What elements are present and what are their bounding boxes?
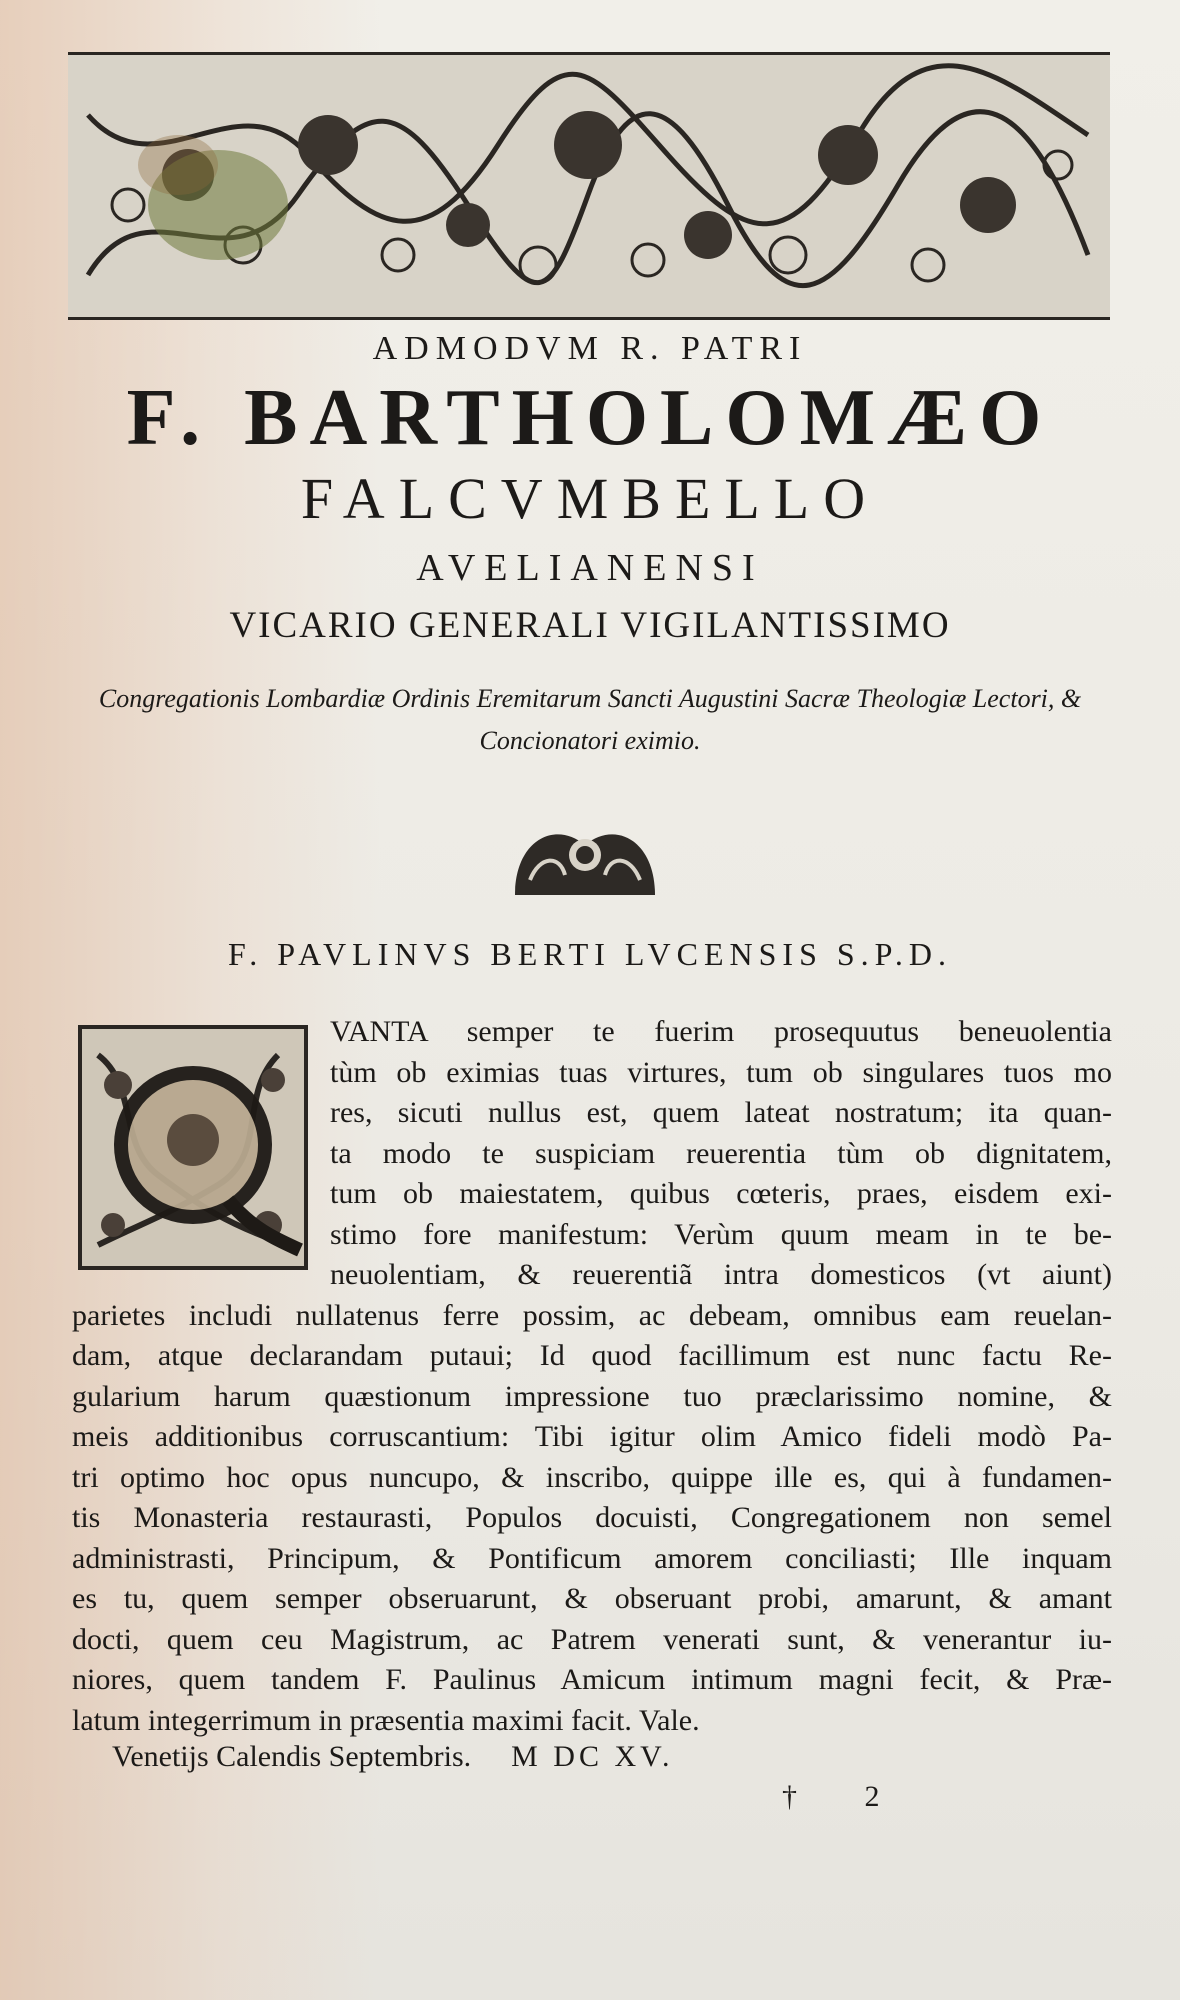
body-line: tri optimo hoc opus nuncupo, & inscribo, quippe ille es, qui à fundamen- xyxy=(72,1460,1112,1494)
body-line: latum integerrimum in præsentia maximi facit. Vale. xyxy=(72,1703,700,1737)
body-line: parietes includi nullatenus ferre possim, ac debeam, omnibus eam reuelan- xyxy=(72,1298,1112,1332)
body-line: meis additionibus corruscantium: Tibi igitur olim Amico fideli modò Pa- xyxy=(72,1420,1112,1453)
body-line: stimo fore manifestum: Verùm quum meam in te be- xyxy=(330,1217,1112,1251)
body-line: tum ob maiestatem, quibus cœteris, praes, eisdem exi- xyxy=(330,1177,1112,1210)
body-line: VANTA semper te fuerim prosequutus beneuolentia xyxy=(330,1015,1112,1048)
dedicatee-description: Congregationis Lombardiæ Ordinis Eremitarum Sancti Augustini Sacræ Theologiæ Lectori, & Concionatori eximio. xyxy=(98,684,1082,755)
headpiece-woodcut xyxy=(68,55,1110,317)
date-year: M DC XV. xyxy=(511,1740,674,1773)
body-line: neuolentiam, & reuerentiã intra domesticos (vt aiunt) xyxy=(330,1258,1112,1291)
signature-mark: † 2 xyxy=(782,1780,910,1813)
dedication-line-1: ADMODVM R. PATRI xyxy=(372,330,808,367)
dedicatee-surname: FALCVMBELLO xyxy=(300,466,880,531)
salutation: F. PAVLINVS BERTI LVCENSIS S.P.D. xyxy=(227,936,953,972)
dedicatee-name: F. BARTHOLOMÆO xyxy=(126,374,1054,462)
body-line: res, sicuti nullus est, quem lateat nostratum; ita quan- xyxy=(330,1096,1112,1129)
body-line: gularium harum quæstionum impressione tuo præclarissimo nomine, & xyxy=(72,1379,1112,1413)
ornamental-headpiece xyxy=(68,52,1110,320)
fleuron-ornament xyxy=(505,800,665,900)
dedication-body xyxy=(72,1012,1112,1741)
date-place: Venetijs Calendis Septembris. xyxy=(112,1740,472,1773)
date-line xyxy=(112,1740,673,1774)
dedicatee-origin: AVELIANENSI xyxy=(416,547,764,589)
fleuron-icon xyxy=(505,800,665,900)
body-line: dam, atque declarandam putaui; Id quod facillimum est nunc factu Re- xyxy=(72,1339,1112,1372)
dedicatee-title: VICARIO GENERALI VIGILANTISSIMO xyxy=(229,605,951,646)
body-line: tùm ob eximias tuas virtures, tum ob singulares tuos mo xyxy=(330,1055,1112,1089)
body-line: docti, quem ceu Magistrum, ac Patrem venerati sunt, & venerantur iu- xyxy=(72,1622,1112,1656)
body-line: niores, quem tandem F. Paulinus Amicum intimum magni fecit, & Præ- xyxy=(72,1663,1112,1696)
body-line: administrasti, Principum, & Pontificum amorem conciliasti; Ille inquam xyxy=(72,1541,1112,1575)
body-line: ta modo te suspiciam reuerentia tùm ob dignitatem, xyxy=(330,1136,1112,1170)
body-line: es tu, quem semper obseruarunt, & obseruant probi, amarunt, & amant xyxy=(72,1582,1112,1615)
body-line: tis Monasteria restaurasti, Populos docuisti, Congregationem non semel xyxy=(72,1501,1112,1534)
